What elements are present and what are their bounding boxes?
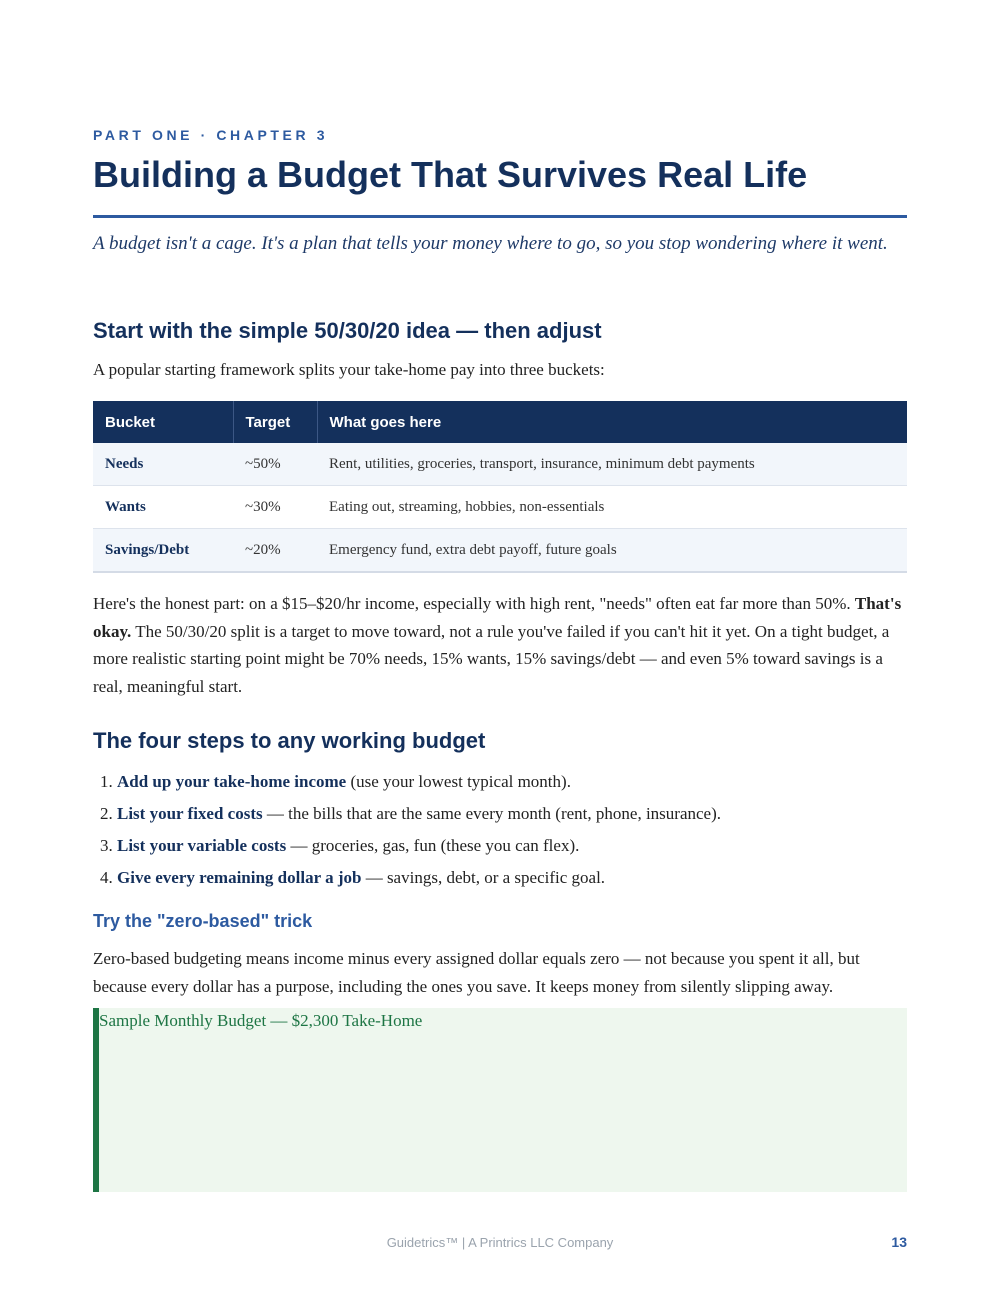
- page-title: Building a Budget That Survives Real Life: [93, 154, 808, 195]
- page-number: 13: [891, 1234, 907, 1250]
- target-cell: ~30%: [233, 486, 317, 529]
- step-detail: — groceries, gas, fun (these you can flex).: [286, 836, 580, 855]
- column-header: Bucket: [93, 401, 233, 443]
- bucket-table: [93, 401, 907, 573]
- list-item: [117, 766, 721, 798]
- table-row: [93, 529, 907, 573]
- step-title: Add up your take-home income: [117, 772, 347, 791]
- table-row: [93, 486, 907, 529]
- callout-title: Sample Monthly Budget — $2,300 Take-Home: [99, 1011, 423, 1030]
- honest-part-paragraph: [93, 590, 907, 700]
- column-header: What goes here: [317, 401, 907, 443]
- description-cell: Rent, utilities, groceries, transport, insurance, minimum debt payments: [317, 443, 907, 486]
- emphasis-text: That's okay.: [93, 594, 902, 641]
- lede-quote: A budget isn't a cage. It's a plan that tells your money where to go, so you stop wondering where it went.: [93, 233, 888, 254]
- step-detail: — the bills that are the same every month (rent, phone, insurance).: [262, 804, 721, 823]
- step-title: Give every remaining dollar a job: [117, 868, 362, 887]
- list-item: [117, 862, 721, 894]
- step-detail: (use your lowest typical month).: [346, 772, 571, 791]
- step-detail: — savings, debt, or a specific goal.: [361, 868, 606, 887]
- sample-budget-callout: [93, 1008, 907, 1192]
- step-title: List your variable costs: [117, 836, 287, 855]
- chapter-eyebrow: PART ONE · CHAPTER 3: [93, 127, 329, 143]
- target-cell: ~50%: [233, 443, 317, 486]
- footer-brand: Guidetrics™ | A Printrics LLC Company: [386, 1235, 614, 1250]
- description-cell: Eating out, streaming, hobbies, non-essentials: [317, 486, 907, 529]
- step-title: List your fixed costs: [117, 804, 263, 823]
- description-cell: Emergency fund, extra debt payoff, future goals: [317, 529, 907, 573]
- section-intro: A popular starting framework splits your take-home pay into three buckets:: [93, 360, 605, 379]
- title-divider: [93, 215, 907, 218]
- column-header: Target: [233, 401, 317, 443]
- list-item: [117, 830, 721, 862]
- paragraph-text: Here's the honest part: on a $15–$20/hr income, especially with high rent, "needs" often eat far more than 50%.: [93, 594, 851, 613]
- bucket-cell: Savings/Debt: [93, 529, 233, 573]
- bucket-cell: Wants: [93, 486, 233, 529]
- section-heading-50-30-20: Start with the simple 50/30/20 idea — then adjust: [93, 318, 602, 343]
- steps-list: [93, 766, 721, 894]
- table-row: [93, 443, 907, 486]
- target-cell: ~20%: [233, 529, 317, 573]
- table-header-row: [93, 401, 907, 443]
- zero-based-paragraph: Zero-based budgeting means income minus every assigned dollar equals zero — not because you spent it all, but because every dollar has a purpose, including the ones you save. It keeps money from silently slipping away.: [93, 949, 860, 996]
- section-heading-four-steps: The four steps to any working budget: [93, 728, 486, 753]
- paragraph-text: The 50/30/20 split is a target to move toward, not a rule you've failed if you can't hit it yet. On a tight budget, a more realistic starting point might be 70% needs, 15% wants, 15% savings/debt — and even 5% toward savings is a real, meaningful start.: [93, 621, 890, 696]
- list-item: [117, 798, 721, 830]
- subsection-heading-zero-based: Try the "zero-based" trick: [93, 911, 313, 931]
- bucket-cell: Needs: [93, 443, 233, 486]
